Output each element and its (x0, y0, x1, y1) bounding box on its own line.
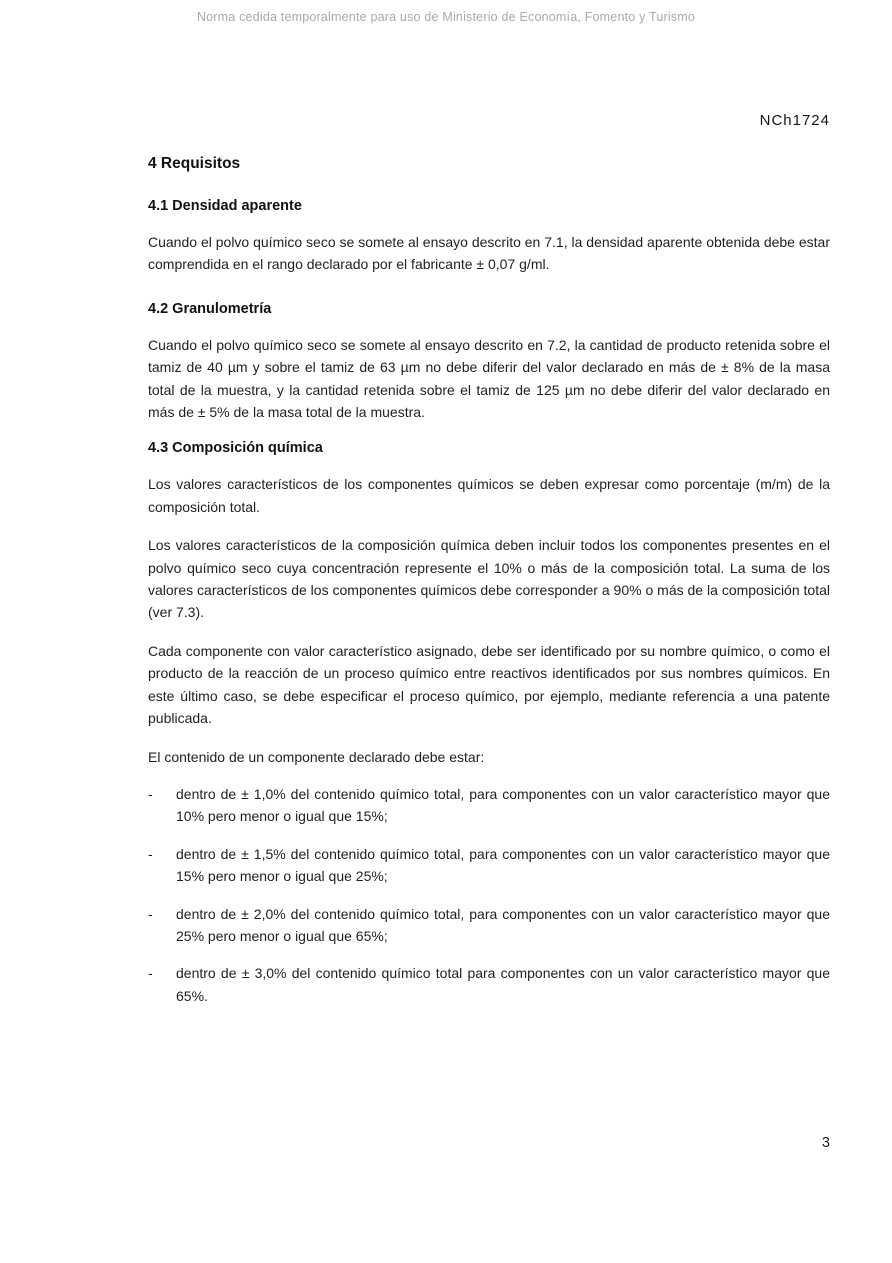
document-content (148, 0, 830, 1007)
watermark: Norma cedida temporalmente para uso de Ministerio de Economía, Fomento y Turismo (196, 10, 696, 24)
list-item-marker: - (148, 845, 153, 862)
list-item-marker: - (148, 905, 153, 922)
list-item-text: dentro de ± 3,0% del contenido químico total para componentes con un valor característico mayor que 65%. (176, 965, 830, 1004)
page-number: 3 (821, 1135, 830, 1151)
subsection-title-4-1: 4.1 Densidad aparente (148, 198, 302, 214)
list-item (148, 903, 830, 948)
paragraph: Cada componente con valor característico asignado, debe ser identificado por su nombre químico, o como el producto de la reacción de un proceso químico entre reactivos identificados por sus nombres químicos. En este último caso, se debe especificar el proceso químico, por ejemplo, mediante referencia a una patente publicada. (148, 642, 830, 727)
list-item (148, 843, 830, 888)
paragraph: El contenido de un componente declarado debe estar: (148, 748, 485, 765)
list-item-text: dentro de ± 2,0% del contenido químico total, para componentes con un valor característico mayor que 25% pero menor o igual que 65%; (176, 905, 830, 944)
paragraph: Cuando el polvo químico seco se somete al ensayo descrito en 7.2, la cantidad de producto retenida sobre el tamiz de 40 µm y sobre el tamiz de 63 µm no debe diferir del valor declarado en más de ± 8% de la masa total de la muestra, y la cantidad retenida sobre el tamiz de 125 µm no debe diferir del valor declarado en más de ± 5% de la masa total de la muestra. (148, 336, 830, 421)
list-item (148, 783, 830, 828)
subsection-title-4-2: 4.2 Granulometría (148, 300, 272, 317)
subsection-title-4-3: 4.3 Composición química (148, 440, 323, 457)
paragraph: Los valores característicos de los componentes químicos se deben expresar como porcentaje (m/m) de la composición total. (148, 476, 830, 515)
list-item-marker: - (148, 785, 153, 802)
section-heading: 4 Requisitos (148, 155, 241, 172)
list-item-text: dentro de ± 1,5% del contenido químico total, para componentes con un valor característico mayor que 15% pero menor o igual que 25%; (176, 845, 830, 885)
list-item-text: dentro de ± 1,0% del contenido químico total, para componentes con un valor característico mayor que 10% pero menor o igual que 15%; (176, 785, 830, 825)
paragraph: Cuando el polvo químico seco se somete al ensayo descrito en 7.1, la densidad aparente obtenida debe estar comprendida en el rango declarado por el fabricante ± 0,07 g/ml. (148, 234, 830, 273)
requirements-list (148, 783, 830, 1007)
list-item-marker: - (148, 965, 153, 982)
document-code: NCh1724 (759, 112, 830, 129)
paragraph: Los valores característicos de la composición química deben incluir todos los componentes presentes en el polvo químico seco cuya concentración represente el 10% o más de la composición total. La suma de los valores característicos de los componentes químicos debe corresponder a 90% o más de la composición total (ver 7.3). (148, 537, 830, 621)
list-item (148, 962, 830, 1007)
